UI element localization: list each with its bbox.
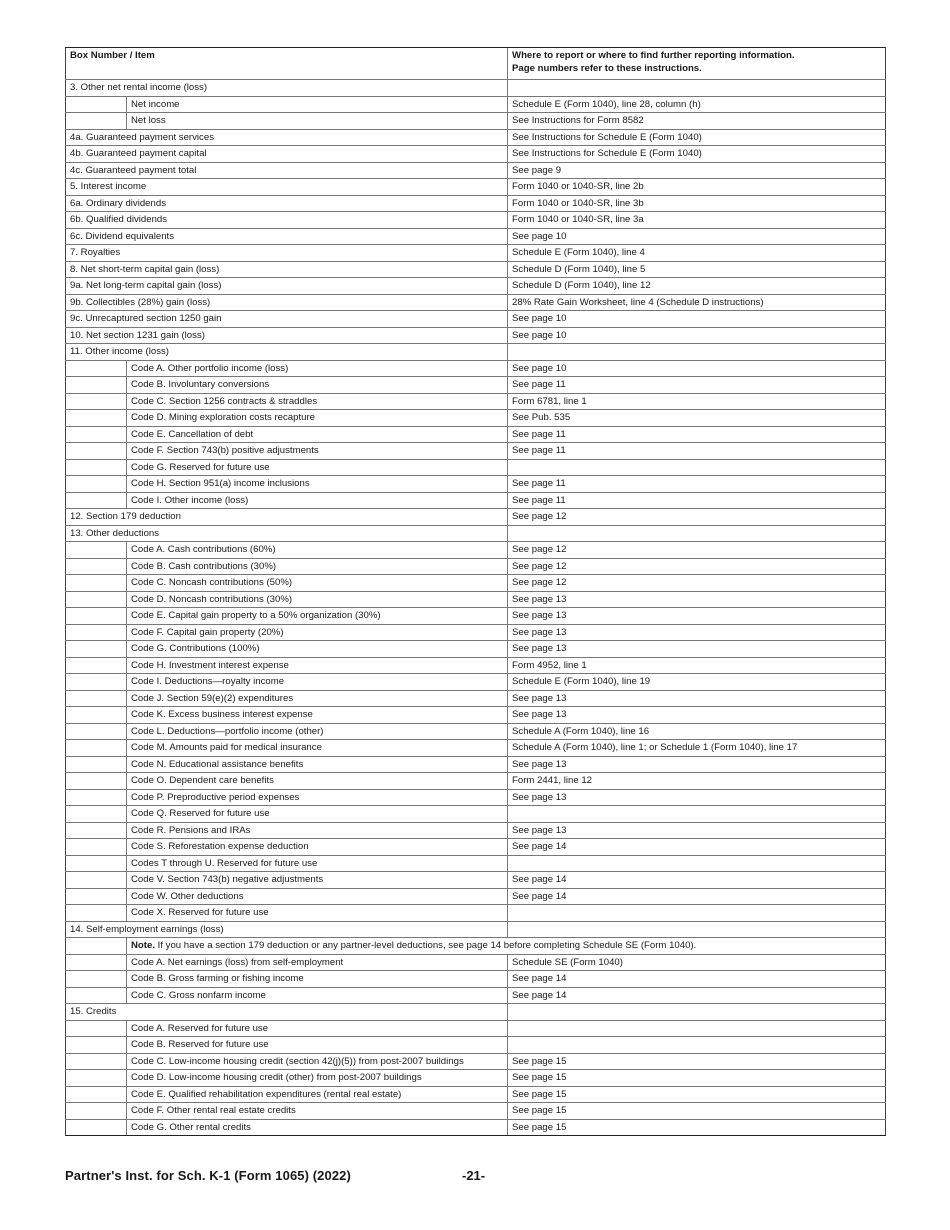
code-item-cell: Code A. Reserved for future use <box>127 1020 508 1037</box>
table-row <box>66 822 886 839</box>
report-location-cell: See page 15 <box>508 1103 886 1120</box>
code-item-cell: Code B. Gross farming or fishing income <box>127 971 508 988</box>
report-location-cell: See page 13 <box>508 756 886 773</box>
code-item-cell: Code E. Capital gain property to a 50% organization (30%) <box>127 608 508 625</box>
table-row <box>66 888 886 905</box>
report-location-cell: 28% Rate Gain Worksheet, line 4 (Schedule D instructions) <box>508 294 886 311</box>
box-item-cell: 10. Net section 1231 gain (loss) <box>66 327 508 344</box>
report-location-cell <box>508 459 886 476</box>
report-location-cell: See Instructions for Schedule E (Form 1040) <box>508 129 886 146</box>
report-location-cell: Form 6781, line 1 <box>508 393 886 410</box>
report-location-cell: See page 15 <box>508 1086 886 1103</box>
box-item-cell: 6b. Qualified dividends <box>66 212 508 229</box>
table-row <box>66 740 886 757</box>
code-item-cell: Code D. Mining exploration costs recapture <box>127 410 508 427</box>
table-row <box>66 905 886 922</box>
indent-spacer-cell <box>66 872 127 889</box>
header-col1-text: Box Number / Item <box>70 50 155 61</box>
indent-spacer-cell <box>66 624 127 641</box>
indent-spacer-cell <box>66 410 127 427</box>
header-box-number <box>66 48 508 80</box>
indent-spacer-cell <box>66 806 127 823</box>
report-location-cell: See page 14 <box>508 839 886 856</box>
indent-spacer-cell <box>66 839 127 856</box>
table-row <box>66 657 886 674</box>
report-location-cell: See Instructions for Schedule E (Form 1040) <box>508 146 886 163</box>
table-row <box>66 839 886 856</box>
code-item-cell: Code E. Cancellation of debt <box>127 426 508 443</box>
table-row <box>66 1070 886 1087</box>
code-item-cell: Code S. Reforestation expense deduction <box>127 839 508 856</box>
report-location-cell: Schedule E (Form 1040), line 28, column (h) <box>508 96 886 113</box>
report-location-cell: See page 14 <box>508 987 886 1004</box>
box-item-cell: 12. Section 179 deduction <box>66 509 508 526</box>
table-row <box>66 1119 886 1136</box>
code-item-cell: Code F. Capital gain property (20%) <box>127 624 508 641</box>
indent-spacer-cell <box>66 443 127 460</box>
box-item-cell: 7. Royalties <box>66 245 508 262</box>
table-row <box>66 921 886 938</box>
table-row <box>66 327 886 344</box>
indent-spacer-cell <box>66 756 127 773</box>
code-item-cell: Code C. Noncash contributions (50%) <box>127 575 508 592</box>
report-location-cell: See page 10 <box>508 327 886 344</box>
code-item-cell: Code A. Other portfolio income (loss) <box>127 360 508 377</box>
report-location-cell: See page 13 <box>508 624 886 641</box>
page-number: -21- <box>462 1168 486 1183</box>
indent-spacer-cell <box>66 591 127 608</box>
box-item-cell: 6a. Ordinary dividends <box>66 195 508 212</box>
box-item-cell: 13. Other deductions <box>66 525 508 542</box>
table-row <box>66 360 886 377</box>
indent-spacer-cell <box>66 822 127 839</box>
report-location-cell: See page 15 <box>508 1053 886 1070</box>
table-row <box>66 212 886 229</box>
code-item-cell: Code B. Cash contributions (30%) <box>127 558 508 575</box>
report-location-cell: See Pub. 535 <box>508 410 886 427</box>
table-row <box>66 773 886 790</box>
indent-spacer-cell <box>66 377 127 394</box>
report-location-cell <box>508 1037 886 1054</box>
table-row <box>66 855 886 872</box>
report-location-cell: See page 11 <box>508 377 886 394</box>
report-location-cell: See page 12 <box>508 575 886 592</box>
report-location-cell <box>508 806 886 823</box>
code-item-cell: Code K. Excess business interest expense <box>127 707 508 724</box>
code-item-cell: Code D. Low-income housing credit (other) from post-2007 buildings <box>127 1070 508 1087</box>
table-row <box>66 476 886 493</box>
table-row <box>66 806 886 823</box>
report-location-cell: See page 13 <box>508 690 886 707</box>
table-row <box>66 278 886 295</box>
report-location-cell: See page 14 <box>508 888 886 905</box>
indent-spacer-cell <box>66 96 127 113</box>
code-item-cell: Code Q. Reserved for future use <box>127 806 508 823</box>
report-location-cell: Form 1040 or 1040-SR, line 3a <box>508 212 886 229</box>
code-item-cell: Code I. Other income (loss) <box>127 492 508 509</box>
table-row <box>66 1053 886 1070</box>
report-location-cell: Schedule A (Form 1040), line 1; or Schedule 1 (Form 1040), line 17 <box>508 740 886 757</box>
table-row <box>66 261 886 278</box>
box-item-cell: 3. Other net rental income (loss) <box>66 80 508 97</box>
box-item-cell: 4b. Guaranteed payment capital <box>66 146 508 163</box>
code-item-cell: Code R. Pensions and IRAs <box>127 822 508 839</box>
code-item-cell: Code C. Section 1256 contracts & straddles <box>127 393 508 410</box>
indent-spacer-cell <box>66 476 127 493</box>
footer-title: Partner's Inst. for Sch. K-1 (Form 1065) (2022) <box>65 1168 351 1183</box>
indent-spacer-cell <box>66 855 127 872</box>
indent-spacer-cell <box>66 1070 127 1087</box>
table-row <box>66 608 886 625</box>
code-item-cell: Code F. Section 743(b) positive adjustments <box>127 443 508 460</box>
table-row <box>66 459 886 476</box>
report-location-cell <box>508 1004 886 1021</box>
table-row <box>66 509 886 526</box>
table-row <box>66 146 886 163</box>
table-row <box>66 707 886 724</box>
code-item-cell: Code N. Educational assistance benefits <box>127 756 508 773</box>
table-row <box>66 591 886 608</box>
table-row <box>66 872 886 889</box>
indent-spacer-cell <box>66 360 127 377</box>
indent-spacer-cell <box>66 641 127 658</box>
report-location-cell: See page 10 <box>508 311 886 328</box>
table-row <box>66 129 886 146</box>
report-location-cell: Schedule D (Form 1040), line 12 <box>508 278 886 295</box>
report-location-cell: See page 11 <box>508 426 886 443</box>
table-row <box>66 756 886 773</box>
indent-spacer-cell <box>66 1103 127 1120</box>
box-item-cell: 5. Interest income <box>66 179 508 196</box>
indent-spacer-cell <box>66 723 127 740</box>
indent-spacer-cell <box>66 393 127 410</box>
table-row <box>66 954 886 971</box>
note-text: If you have a section 179 deduction or any partner-level deductions, see page 14 before completing Schedule SE (Form 1040). <box>154 940 697 951</box>
report-location-cell: See page 15 <box>508 1119 886 1136</box>
code-item-cell: Code X. Reserved for future use <box>127 905 508 922</box>
table-row <box>66 492 886 509</box>
code-item-cell: Code H. Section 951(a) income inclusions <box>127 476 508 493</box>
code-item-cell: Code I. Deductions—royalty income <box>127 674 508 691</box>
indent-spacer-cell <box>66 707 127 724</box>
table-row <box>66 195 886 212</box>
box-item-cell: 15. Credits <box>66 1004 508 1021</box>
k1-instructions-table <box>65 47 886 1136</box>
indent-spacer-cell <box>66 971 127 988</box>
code-item-cell: Code B. Involuntary conversions <box>127 377 508 394</box>
report-location-cell: See page 9 <box>508 162 886 179</box>
report-location-cell: See page 12 <box>508 558 886 575</box>
report-location-cell <box>508 905 886 922</box>
report-location-cell: Schedule D (Form 1040), line 5 <box>508 261 886 278</box>
table-row <box>66 624 886 641</box>
report-location-cell: Form 1040 or 1040-SR, line 3b <box>508 195 886 212</box>
report-location-cell <box>508 80 886 97</box>
header-col2-line2: Page numbers refer to these instructions. <box>512 63 702 74</box>
report-location-cell: See page 12 <box>508 509 886 526</box>
report-location-cell: See page 13 <box>508 707 886 724</box>
report-location-cell: Form 1040 or 1040-SR, line 2b <box>508 179 886 196</box>
report-location-cell: Schedule A (Form 1040), line 16 <box>508 723 886 740</box>
code-item-cell: Code W. Other deductions <box>127 888 508 905</box>
report-location-cell: See page 13 <box>508 822 886 839</box>
table-row <box>66 443 886 460</box>
box-item-cell: 11. Other income (loss) <box>66 344 508 361</box>
indent-spacer-cell <box>66 492 127 509</box>
note-label: Note. <box>131 940 155 951</box>
indent-spacer-cell <box>66 740 127 757</box>
table-row <box>66 228 886 245</box>
code-item-cell: Code C. Low-income housing credit (section 42(j)(5)) from post-2007 buildings <box>127 1053 508 1070</box>
report-location-cell: Schedule E (Form 1040), line 4 <box>508 245 886 262</box>
report-location-cell: See page 10 <box>508 360 886 377</box>
report-location-cell: See page 14 <box>508 872 886 889</box>
report-location-cell: See page 12 <box>508 542 886 559</box>
table-row <box>66 987 886 1004</box>
indent-spacer-cell <box>66 426 127 443</box>
code-item-cell: Code M. Amounts paid for medical insurance <box>127 740 508 757</box>
code-item-cell: Code A. Net earnings (loss) from self-employment <box>127 954 508 971</box>
table-row <box>66 179 886 196</box>
table-row <box>66 162 886 179</box>
indent-spacer-cell <box>66 558 127 575</box>
report-location-cell: Schedule E (Form 1040), line 19 <box>508 674 886 691</box>
indent-spacer-cell <box>66 938 127 955</box>
table-row <box>66 377 886 394</box>
code-item-cell: Code H. Investment interest expense <box>127 657 508 674</box>
indent-spacer-cell <box>66 1086 127 1103</box>
table-row <box>66 575 886 592</box>
code-item-cell: Net loss <box>127 113 508 130</box>
indent-spacer-cell <box>66 608 127 625</box>
table-header-row <box>66 48 886 80</box>
code-item-cell: Code L. Deductions—portfolio income (other) <box>127 723 508 740</box>
indent-spacer-cell <box>66 1053 127 1070</box>
indent-spacer-cell <box>66 542 127 559</box>
table-row <box>66 1037 886 1054</box>
report-location-cell: See page 13 <box>508 591 886 608</box>
report-location-cell: See page 13 <box>508 789 886 806</box>
table-row <box>66 674 886 691</box>
table-row <box>66 938 886 955</box>
box-item-cell: 6c. Dividend equivalents <box>66 228 508 245</box>
report-location-cell: Schedule SE (Form 1040) <box>508 954 886 971</box>
report-location-cell <box>508 525 886 542</box>
table-row <box>66 558 886 575</box>
table-row <box>66 410 886 427</box>
code-item-cell: Code G. Reserved for future use <box>127 459 508 476</box>
box-item-cell: 4a. Guaranteed payment services <box>66 129 508 146</box>
table-row <box>66 245 886 262</box>
report-location-cell <box>508 344 886 361</box>
report-location-cell: Form 4952, line 1 <box>508 657 886 674</box>
report-location-cell <box>508 921 886 938</box>
table-row <box>66 690 886 707</box>
code-item-cell: Code V. Section 743(b) negative adjustments <box>127 872 508 889</box>
report-location-cell <box>508 855 886 872</box>
indent-spacer-cell <box>66 905 127 922</box>
box-item-cell: 9c. Unrecaptured section 1250 gain <box>66 311 508 328</box>
indent-spacer-cell <box>66 674 127 691</box>
indent-spacer-cell <box>66 1119 127 1136</box>
indent-spacer-cell <box>66 113 127 130</box>
box-item-cell: 4c. Guaranteed payment total <box>66 162 508 179</box>
indent-spacer-cell <box>66 954 127 971</box>
table-row <box>66 1020 886 1037</box>
indent-spacer-cell <box>66 987 127 1004</box>
table-row <box>66 311 886 328</box>
table-row <box>66 789 886 806</box>
indent-spacer-cell <box>66 657 127 674</box>
indent-spacer-cell <box>66 789 127 806</box>
table-row <box>66 542 886 559</box>
table-row <box>66 393 886 410</box>
report-location-cell <box>508 1020 886 1037</box>
table-row <box>66 80 886 97</box>
report-location-cell: See page 13 <box>508 608 886 625</box>
box-item-cell: 9a. Net long-term capital gain (loss) <box>66 278 508 295</box>
code-item-cell: Code P. Preproductive period expenses <box>127 789 508 806</box>
indent-spacer-cell <box>66 1020 127 1037</box>
report-location-cell: See page 10 <box>508 228 886 245</box>
table-row <box>66 426 886 443</box>
code-item-cell: Code C. Gross nonfarm income <box>127 987 508 1004</box>
table-row <box>66 113 886 130</box>
code-item-cell: Code A. Cash contributions (60%) <box>127 542 508 559</box>
code-item-cell: Code D. Noncash contributions (30%) <box>127 591 508 608</box>
code-item-cell: Code G. Other rental credits <box>127 1119 508 1136</box>
indent-spacer-cell <box>66 575 127 592</box>
code-item-cell: Code B. Reserved for future use <box>127 1037 508 1054</box>
code-item-cell: Codes T through U. Reserved for future use <box>127 855 508 872</box>
header-col2-line1: Where to report or where to find further reporting information. <box>512 50 795 61</box>
table-row <box>66 641 886 658</box>
code-item-cell: Code J. Section 59(e)(2) expenditures <box>127 690 508 707</box>
table-row <box>66 525 886 542</box>
indent-spacer-cell <box>66 773 127 790</box>
table-row <box>66 723 886 740</box>
report-location-cell: See page 14 <box>508 971 886 988</box>
table-row <box>66 1004 886 1021</box>
header-where-to-report <box>508 48 886 80</box>
indent-spacer-cell <box>66 888 127 905</box>
table-row <box>66 971 886 988</box>
code-item-cell: Code F. Other rental real estate credits <box>127 1103 508 1120</box>
code-item-cell: Code G. Contributions (100%) <box>127 641 508 658</box>
table-row <box>66 344 886 361</box>
code-item-cell: Code O. Dependent care benefits <box>127 773 508 790</box>
report-location-cell: Form 2441, line 12 <box>508 773 886 790</box>
report-location-cell: See page 11 <box>508 443 886 460</box>
indent-spacer-cell <box>66 690 127 707</box>
report-location-cell: See Instructions for Form 8582 <box>508 113 886 130</box>
box-item-cell: 14. Self-employment earnings (loss) <box>66 921 508 938</box>
report-location-cell: See page 13 <box>508 641 886 658</box>
table-row <box>66 294 886 311</box>
report-location-cell: See page 11 <box>508 476 886 493</box>
box-item-cell: 8. Net short-term capital gain (loss) <box>66 261 508 278</box>
report-location-cell: See page 11 <box>508 492 886 509</box>
indent-spacer-cell <box>66 459 127 476</box>
note-cell <box>127 938 886 955</box>
table-row <box>66 96 886 113</box>
code-item-cell: Net income <box>127 96 508 113</box>
code-item-cell: Code E. Qualified rehabilitation expenditures (rental real estate) <box>127 1086 508 1103</box>
table-row <box>66 1103 886 1120</box>
table-row <box>66 1086 886 1103</box>
indent-spacer-cell <box>66 1037 127 1054</box>
report-location-cell: See page 15 <box>508 1070 886 1087</box>
box-item-cell: 9b. Collectibles (28%) gain (loss) <box>66 294 508 311</box>
